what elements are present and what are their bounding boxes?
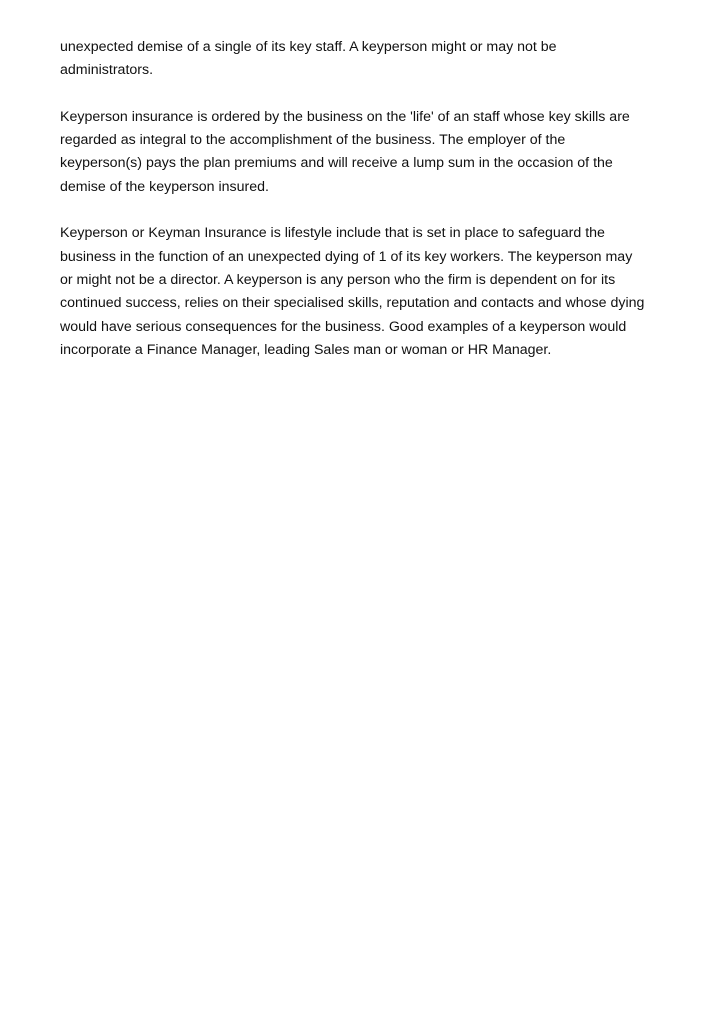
paragraph-3 <box>60 222 680 362</box>
paragraph-2 <box>60 106 680 199</box>
text-line: would have serious consequences for the business. Good examples of a keyperson would <box>60 318 627 335</box>
text-line: Keyperson insurance is ordered by the business on the 'life' of an staff whose key skills are <box>60 108 630 125</box>
text-line: unexpected demise of a single of its key staff. A keyperson might or may not be <box>60 39 557 55</box>
document-body <box>60 36 680 385</box>
paragraph-1 <box>60 36 680 83</box>
text-line: demise of the keyperson insured. <box>60 178 269 195</box>
text-line: Keyperson or Keyman Insurance is lifestyle include that is set in place to safeguard the <box>60 225 605 242</box>
text-line: regarded as integral to the accomplishment of the business. The employer of the <box>60 132 566 149</box>
text-line: business in the function of an unexpected dying of 1 of its key workers. The keyperson may <box>60 248 633 265</box>
text-line: keyperson(s) pays the plan premiums and will receive a lump sum in the occasion of the <box>60 155 613 172</box>
text-line: administrators. <box>60 62 154 79</box>
text-line: continued success, relies on their specialised skills, reputation and contacts and whose dying <box>60 295 645 312</box>
text-line: incorporate a Finance Manager, leading Sales man or woman or HR Manager. <box>60 341 552 358</box>
text-line: or might not be a director. A keyperson is any person who the firm is dependent on for its <box>60 271 616 288</box>
